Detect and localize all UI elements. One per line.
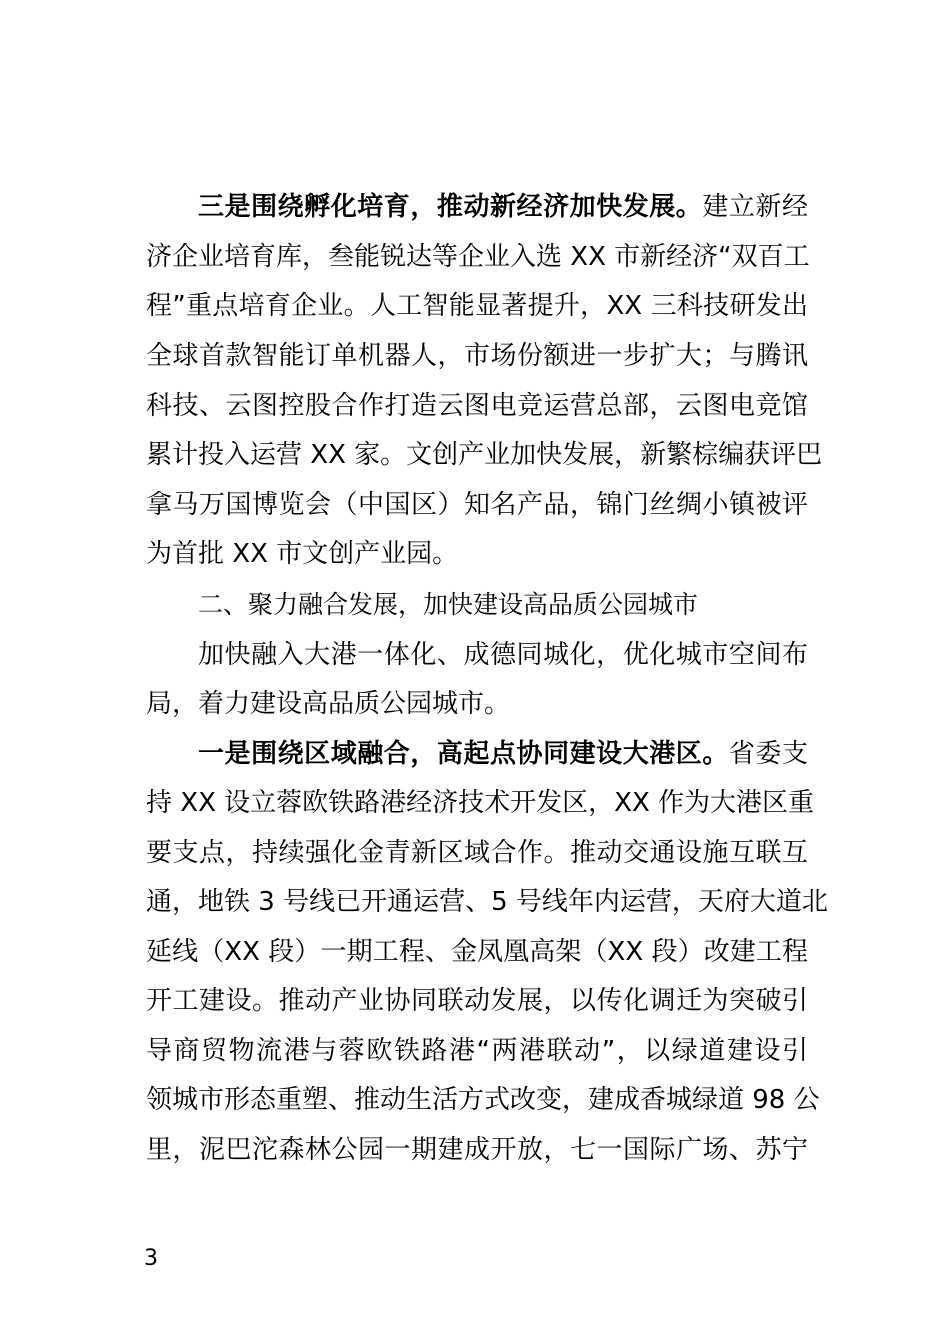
paragraph-line: 通，地铁 3 号线已开通运营、5 号线年内运营，天府大道北 [146, 887, 828, 917]
paragraph-text: 建立新经 [702, 192, 808, 222]
page-number: 3 [144, 1246, 158, 1271]
paragraph-line: 导商贸物流港与蓉欧铁路港“两港联动”，以绿道建设引 [146, 1036, 808, 1066]
paragraph-line: 拿马万国博览会（中国区）知名产品，锦门丝绸小镇被评 [146, 490, 808, 520]
paragraph-line: 持 XX 设立蓉欧铁路港经济技术开发区，XX 作为大港区重 [146, 788, 815, 818]
paragraph-line: 全球首款智能订单机器人，市场份额进一步扩大；与腾讯 [146, 341, 808, 371]
paragraph-line: 科技、云图控股合作打造云图电竞运营总部，云图电竞馆 [146, 391, 808, 421]
paragraph-line: 延线（XX 段）一期工程、金凤凰高架（XX 段）改建工程 [146, 937, 808, 967]
paragraph-line: 程”重点培育企业。人工智能显著提升，XX 三科技研发出 [146, 291, 808, 321]
paragraph-line [198, 729, 808, 779]
paragraph-line: 开工建设。推动产业协同联动发展，以传化调迁为突破引 [146, 986, 808, 1016]
paragraph-line: 累计投入运营 XX 家。文创产业加快发展，新繁棕编获评巴 [146, 440, 823, 470]
paragraph-line: 济企业培育库，叁能锐达等企业入选 XX 市新经济“双百工 [146, 242, 810, 272]
paragraph-text: 省委支 [728, 739, 808, 769]
section-heading: 二、聚力融合发展，加快建设高品质公园城市 [198, 590, 699, 619]
paragraph-line: 加快融入大港一体化、成德同城化，优化城市空间布 [198, 640, 808, 670]
paragraph-line: 局，着力建设高品质公园城市。 [146, 689, 511, 719]
paragraph-lead: 三是围绕孵化培育，推动新经济加快发展。 [198, 192, 703, 222]
paragraph-line: 为首批 XX 市文创产业园。 [146, 539, 459, 569]
paragraph-line [198, 182, 808, 232]
paragraph-lead: 一是围绕区域融合，高起点协同建设大港区。 [198, 739, 729, 769]
paragraph-line: 要支点，持续强化金青新区域合作。推动交通设施互联互 [146, 838, 808, 868]
paragraph-line: 里，泥巴沱森林公园一期建成开放，七一国际广场、苏宁 [146, 1135, 808, 1165]
paragraph-line: 领城市形态重塑、推动生活方式改变，建成香城绿道 98 公 [146, 1085, 820, 1115]
